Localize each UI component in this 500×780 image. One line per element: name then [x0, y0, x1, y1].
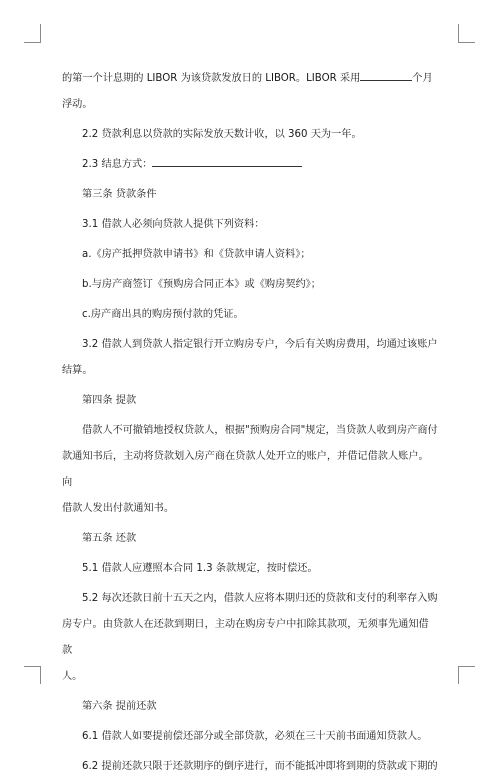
list-item: b.与房产商签订《预购房合同正本》或《购房契约》；	[82, 279, 321, 290]
blank-field-months	[360, 70, 412, 81]
paragraph-line: 3.2 借款人到贷款人指定银行开立购房专户，今后有关购房费用，均通过该账户	[82, 339, 438, 350]
list-item: c.房产商出具的购房预付款的凭证。	[82, 309, 244, 320]
paragraph-line: 借款人不可撤销地授权贷款人，根据"预购房合同"规定，当贷款人收到房产商付	[82, 425, 438, 436]
crop-mark-top-left	[24, 42, 41, 43]
section-heading: 第三条 贷款条件	[82, 189, 157, 200]
crop-mark-top-right	[458, 24, 459, 42]
crop-mark-bottom-left	[40, 666, 41, 684]
text-run: 个月	[412, 73, 433, 84]
paragraph-line: 结算。	[62, 365, 93, 376]
paragraph-line: 5.1 借款人应遵照本合同 1.3 条款规定，按时偿还。	[82, 563, 318, 574]
paragraph-line: 款通知书后，主动将贷款划入房产商在贷款人处开立的账户，并借记借款人账户。向	[62, 451, 429, 488]
section-heading: 第五条 还款	[82, 533, 137, 544]
paragraph-line	[62, 152, 438, 178]
paragraph-line: 2.2 贷款利息以贷款的实际发放天数计收，以 360 天为一年。	[82, 129, 362, 140]
paragraph-line: 6.2 提前还款只限于还款期序的倒序进行，而不能抵冲即将到期的贷款或下期的	[82, 761, 438, 772]
paragraph-line: 3.1 借款人必须向贷款人提供下列资料：	[82, 219, 265, 230]
paragraph-line: 人。	[62, 671, 83, 682]
text-run: 2.3 结息方式：	[82, 159, 153, 170]
section-heading: 第四条 提款	[82, 395, 137, 406]
list-item: a.《房产抵押贷款申请书》和《贷款申请人资料》；	[82, 249, 311, 260]
crop-mark-top-right	[458, 42, 475, 43]
section-heading: 第六条 提前还款	[82, 701, 157, 712]
paragraph-line: 借款人发出付款通知书。	[62, 503, 175, 514]
paragraph-line: 房专户。由贷款人在还款到期日，主动在购房专户中扣除其款项，无须事先通知借款	[62, 619, 429, 656]
crop-mark-bottom-right	[458, 666, 475, 667]
paragraph-line	[62, 66, 438, 92]
crop-mark-top-left	[40, 24, 41, 42]
paragraph-line: 6.1 借款人如要提前偿还部分或全部贷款，必须在三十天前书面通知贷款人。	[82, 731, 428, 742]
paragraph-line: 浮动。	[62, 99, 93, 110]
blank-field-interest-method	[152, 156, 302, 167]
text-run: 的第一个计息期的 LIBOR 为该贷款发放日的 LIBOR。LIBOR 采用	[62, 73, 361, 84]
paragraph-line: 5.2 每次还款日前十五天之内，借款人应将本期归还的贷款和支付的利率存入购	[82, 593, 438, 604]
crop-mark-bottom-right	[458, 666, 459, 684]
crop-mark-bottom-left	[24, 666, 41, 667]
document-body	[62, 66, 438, 780]
